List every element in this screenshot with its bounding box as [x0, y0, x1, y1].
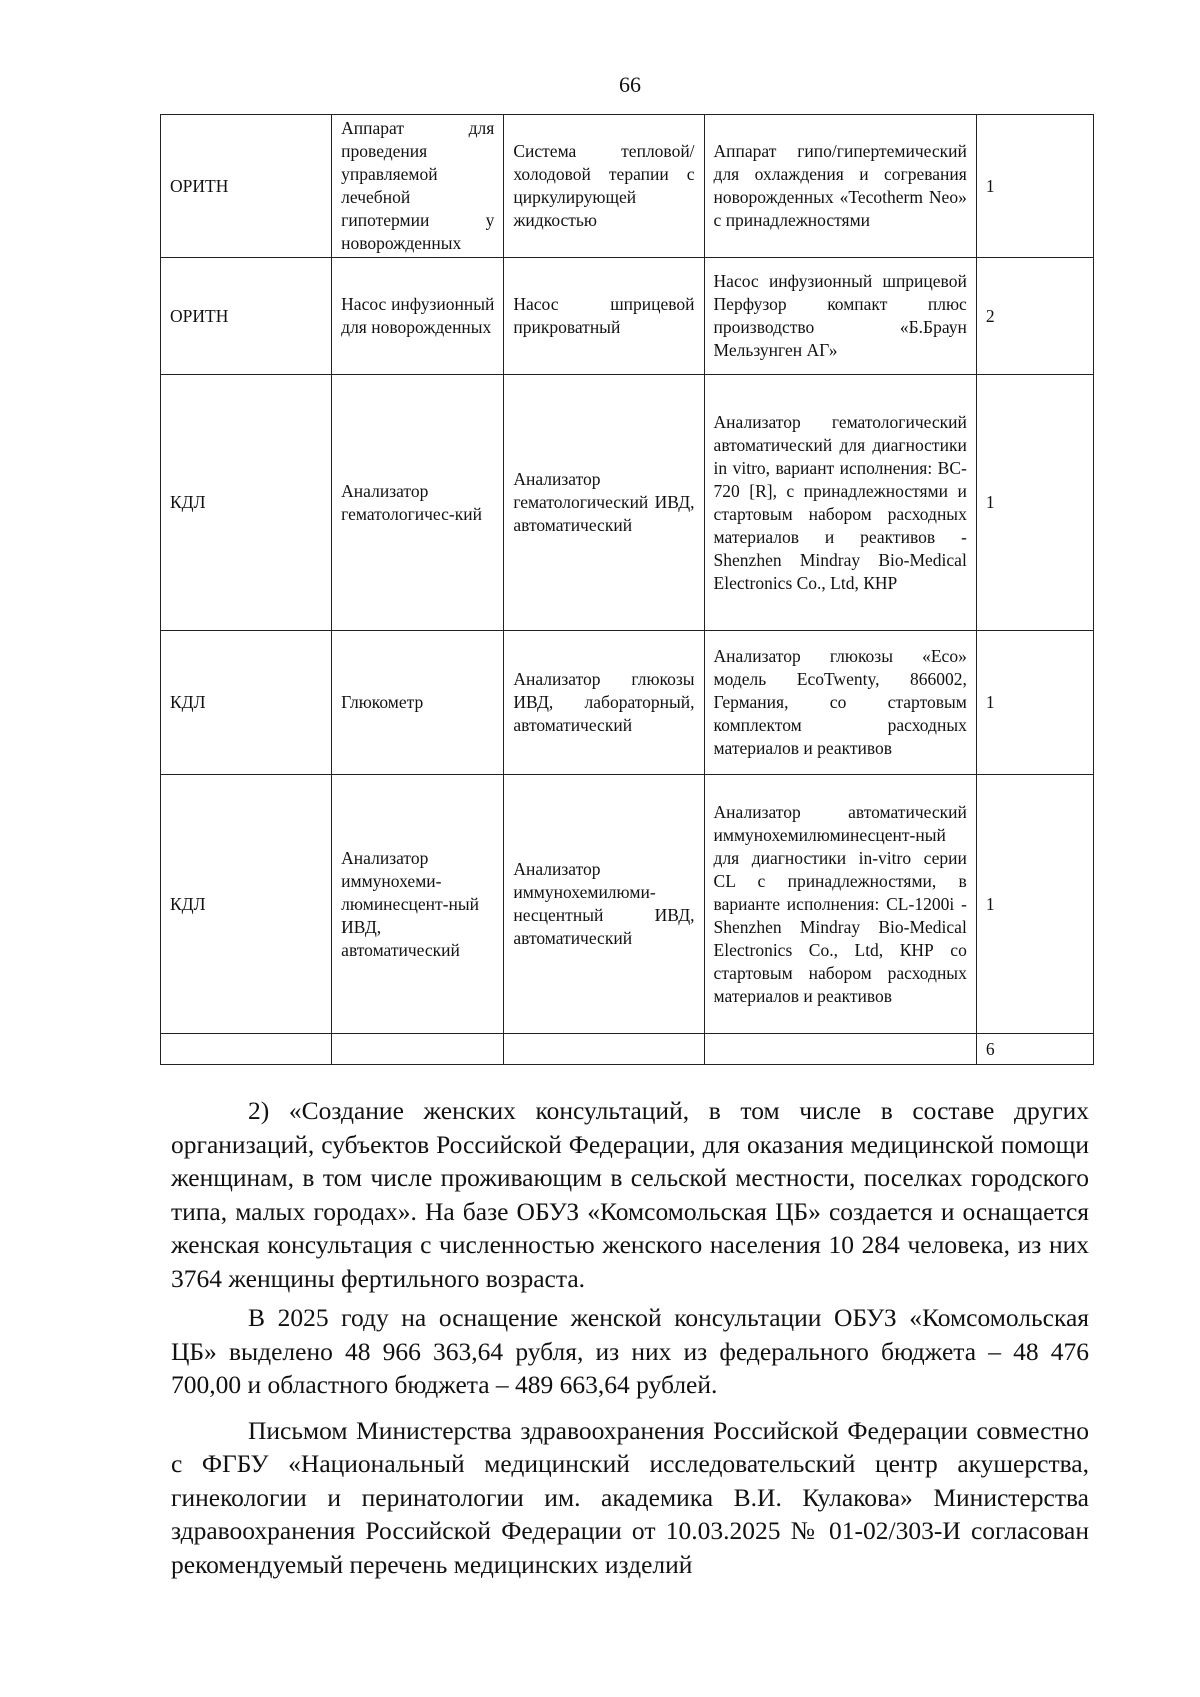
- device-name-cell: Глюкометр: [332, 631, 504, 775]
- equipment-table: [160, 114, 1094, 1065]
- department-cell: КДЛ: [161, 375, 332, 631]
- quantity-cell: 1: [976, 775, 1093, 1034]
- quantity-cell: 1: [976, 375, 1093, 631]
- quantity-cell: 1: [976, 115, 1093, 258]
- empty-cell: [504, 1034, 704, 1065]
- device-name-cell: Анализатор иммунохеми-люминесцент-ный ИВД, автоматический: [332, 775, 504, 1034]
- device-name-cell: Насос инфузионный для новорожденных: [332, 258, 504, 375]
- device-model-cell: Анализатор глюкозы «Eco» модель EcoTwenty, 866002, Германия, со стартовым комплектом расходных материалов и реактивов: [704, 631, 976, 775]
- paragraph: В 2025 году на оснащение женской консультации ОБУЗ «Комсомольская ЦБ» выделено 48 966 363,64 рубля, из них из федерального бюджета – 48 476 700,00 и областного бюджета – 489 663,64 рублей.: [171, 1303, 1089, 1399]
- device-model-cell: Анализатор гематологический автоматический для диагностики in vitro, вариант исполнения: BC-720 [R], с принадлежностями и стартовым набором расходных материалов и реактивов - Shenzhen Mindray Bio-Medical Electronics Co., Ltd, КНР: [704, 375, 976, 631]
- quantity-cell: 1: [976, 631, 1093, 775]
- device-model-cell: Насос инфузионный шприцевой Перфузор компакт плюс производство «Б.Браун Мельзунген АГ»: [704, 258, 976, 375]
- empty-cell: [704, 1034, 976, 1065]
- paragraph: 2) «Создание женских консультаций, в том числе в составе других организаций, субъектов Российской Федерации, для оказания медицинской помощи женщинам, в том числе проживающим в сельской местности, поселках городского типа, малых городах». На базе ОБУЗ «Комсомольская ЦБ» создается и оснащается женская консультация с численностью женского населения 10 284 человека, из них 3764 женщины фертильного возраста.: [171, 1096, 1089, 1293]
- table-total-row: [161, 1034, 1094, 1065]
- device-name-cell: Аппарат для проведения управляемой лечебной гипотермии у новорожденных: [332, 115, 504, 258]
- device-type-cell: Насос шприцевой прикроватный: [504, 258, 704, 375]
- department-cell: КДЛ: [161, 631, 332, 775]
- page-number: 66: [619, 72, 641, 97]
- table-row: [161, 115, 1094, 258]
- body-text: [171, 1094, 1089, 1587]
- total-quantity-cell: 6: [976, 1034, 1093, 1065]
- device-type-cell: Анализатор глюкозы ИВД, лабораторный, автоматический: [504, 631, 704, 775]
- department-cell: ОРИТН: [161, 258, 332, 375]
- device-name-cell: Анализатор гематологичес-кий: [332, 375, 504, 631]
- table-row: [161, 631, 1094, 775]
- device-type-cell: Система тепловой/холодовой терапии с циркулирующей жидкостью: [504, 115, 704, 258]
- empty-cell: [332, 1034, 504, 1065]
- department-cell: ОРИТН: [161, 115, 332, 258]
- device-type-cell: Анализатор иммунохемилюми-несцентный ИВД, автоматический: [504, 775, 704, 1034]
- table-row: [161, 375, 1094, 631]
- table-row: [161, 775, 1094, 1034]
- device-type-cell: Анализатор гематологический ИВД, автоматический: [504, 375, 704, 631]
- table-row: [161, 258, 1094, 375]
- empty-cell: [161, 1034, 332, 1065]
- paragraph: Письмом Министерства здравоохранения Российской Федерации совместно с ФГБУ «Национальный медицинский исследовательский центр акушерства, гинекологии и перинатологии им. академика В.И. Кулакова» Министерства здравоохранения Российской Федерации от 10.03.2025 № 01-02/303-И согласован рекомендуемый перечень медицинских изделий: [171, 1415, 1089, 1579]
- device-model-cell: Анализатор автоматический иммунохемилюминесцент-ный для диагностики in-vitro серии CL с принадлежностями, в варианте исполнения: CL-1200i - Shenzhen Mindray Bio-Medical Electronics Co., Ltd, КНР со стартовым набором расходных материалов и реактивов: [704, 775, 976, 1034]
- device-model-cell: Аппарат гипо/гипертемический для охлаждения и согревания новорожденных «Tecotherm Neo» с принадлежностями: [704, 115, 976, 258]
- department-cell: КДЛ: [161, 775, 332, 1034]
- quantity-cell: 2: [976, 258, 1093, 375]
